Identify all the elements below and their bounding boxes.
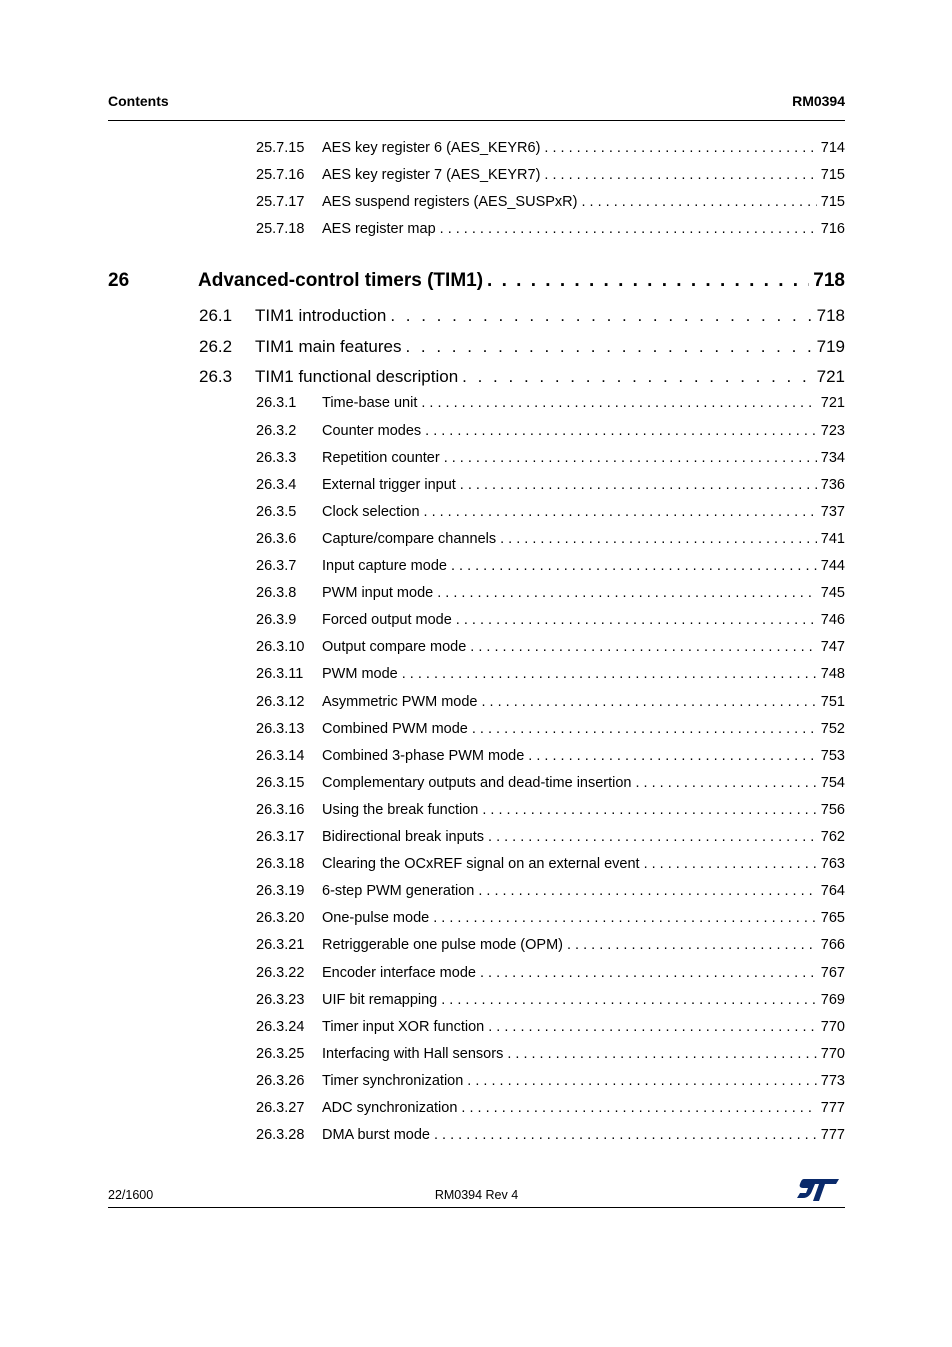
toc-dot-leader [441, 992, 817, 1008]
toc-entry-page: 715 [820, 194, 845, 210]
toc-entry-number: 26.3.8 [256, 585, 297, 601]
toc-entry-title: Repetition counter [322, 450, 440, 466]
toc-entry-page: 741 [820, 531, 845, 547]
toc-entry[interactable] [108, 337, 845, 361]
header-section-title: Contents [108, 93, 169, 109]
toc-entry-number: 26.3.23 [256, 992, 305, 1008]
toc-entry[interactable] [108, 194, 845, 216]
toc-entry-number: 26.3.11 [256, 666, 304, 682]
page-header [108, 93, 845, 121]
toc-dot-leader [544, 167, 816, 183]
toc-entry-number: 26.3.9 [256, 612, 297, 628]
toc-entry[interactable] [108, 721, 845, 743]
toc-dot-leader [425, 423, 817, 439]
toc-entry-number: 25.7.15 [256, 140, 305, 156]
toc-entry-number: 26.3.6 [256, 531, 297, 547]
footer-doc-revision: RM0394 Rev 4 [434, 1188, 519, 1202]
toc-dot-leader [467, 1073, 817, 1089]
toc-entry-page: 769 [820, 992, 845, 1008]
toc-dot-leader [390, 306, 812, 326]
toc-entry-page: 715 [820, 167, 845, 183]
toc-dot-leader [478, 883, 816, 899]
toc-entry-title: Encoder interface mode [322, 965, 476, 981]
toc-entry-page: 718 [813, 270, 845, 291]
toc-dot-leader [402, 666, 817, 682]
toc-entry-number: 26.3.1 [256, 395, 297, 411]
toc-entry-title: AES key register 6 (AES_KEYR6) [322, 140, 541, 156]
toc-dot-leader [544, 140, 816, 156]
toc-entry-page: 756 [820, 802, 845, 818]
toc-entry[interactable] [108, 306, 845, 330]
toc-entry[interactable] [108, 937, 845, 959]
toc-entry[interactable] [108, 748, 845, 770]
toc-entry[interactable] [108, 992, 845, 1014]
toc-entry-title: Clearing the OCxREF signal on an external event [322, 856, 640, 872]
toc-entry-number: 25.7.17 [256, 194, 305, 210]
toc-entry-number: 26.3.16 [256, 802, 305, 818]
toc-dot-leader [451, 558, 817, 574]
toc-dot-leader [487, 270, 809, 292]
toc-dot-leader [482, 802, 816, 818]
toc-entry-title: PWM mode [322, 666, 398, 682]
header-doc-id: RM0394 [792, 93, 845, 109]
toc-entry-title: AES key register 7 (AES_KEYR7) [322, 167, 541, 183]
toc-dot-leader [456, 612, 817, 628]
toc-entry-number: 26.3.17 [256, 829, 305, 845]
toc-entry-title: Forced output mode [322, 612, 452, 628]
toc-entry-title: External trigger input [322, 477, 456, 493]
toc-entry-page: 751 [820, 694, 845, 710]
toc-entry-page: 773 [820, 1073, 845, 1089]
toc-dot-leader [470, 639, 817, 655]
toc-entry-title: ADC synchronization [322, 1100, 458, 1116]
toc-entry[interactable] [108, 477, 845, 499]
toc-entry-number: 26.3.20 [256, 910, 305, 926]
toc-dot-leader [434, 1127, 817, 1143]
toc-entry-number: 26.3.13 [256, 721, 305, 737]
toc-entry-title: TIM1 functional description [255, 367, 459, 386]
toc-entry-number: 26.3.24 [256, 1019, 305, 1035]
toc-dot-leader [444, 450, 817, 466]
toc-entry-page: 734 [820, 450, 845, 466]
toc-dot-leader [581, 194, 816, 210]
toc-entry[interactable] [108, 1127, 845, 1149]
toc-entry-title: Counter modes [322, 423, 422, 439]
toc-entry-number: 26.1 [199, 306, 233, 325]
toc-dot-leader [405, 337, 812, 357]
toc-entry-title: Retriggerable one pulse mode (OPM) [322, 937, 563, 953]
toc-entry[interactable] [108, 221, 845, 243]
toc-entry-number: 26.2 [199, 337, 233, 356]
toc-dot-leader [644, 856, 817, 872]
toc-entry-title: Combined 3-phase PWM mode [322, 748, 525, 764]
toc-entry-number: 26.3.14 [256, 748, 305, 764]
toc-entry-number: 26.3.7 [256, 558, 297, 574]
toc-entry[interactable] [108, 585, 845, 607]
toc-entry-number: 26.3.26 [256, 1073, 305, 1089]
toc-entry-number: 26.3.15 [256, 775, 305, 791]
toc-dot-leader [636, 775, 817, 791]
toc-dot-leader [480, 965, 817, 981]
toc-dot-leader [488, 829, 817, 845]
toc-entry-title: TIM1 main features [255, 337, 402, 356]
toc-entry-page: 754 [820, 775, 845, 791]
toc-entry-page: 746 [820, 612, 845, 628]
toc-entry-page: 762 [820, 829, 845, 845]
toc-entry-number: 26.3.27 [256, 1100, 305, 1116]
toc-entry-title: Output compare mode [322, 639, 467, 655]
toc-entry-title: AES suspend registers (AES_SUSPxR) [322, 194, 578, 210]
toc-entry-title: Clock selection [322, 504, 420, 520]
toc-entry-number: 26.3.28 [256, 1127, 305, 1143]
toc-entry-title: Timer input XOR function [322, 1019, 485, 1035]
toc-entry[interactable] [108, 167, 845, 189]
toc-dot-leader [421, 395, 816, 411]
toc-entry-number: 26.3.18 [256, 856, 305, 872]
toc-entry-page: 753 [820, 748, 845, 764]
toc-entry[interactable] [108, 883, 845, 905]
toc-entry-number: 26.3.2 [256, 423, 297, 439]
toc-entry-page: 766 [820, 937, 845, 953]
toc-entry-title: Asymmetric PWM mode [322, 694, 478, 710]
toc-entry[interactable] [108, 639, 845, 661]
toc-entry[interactable] [108, 694, 845, 716]
toc-entry-title: AES register map [322, 221, 436, 237]
toc-entry[interactable] [108, 423, 845, 445]
toc-entry[interactable] [108, 965, 845, 987]
toc-entry-number: 26.3.25 [256, 1046, 305, 1062]
toc-entry-title: Bidirectional break inputs [322, 829, 485, 845]
toc-entry-page: 716 [820, 221, 845, 237]
toc-entry-page: 770 [820, 1019, 845, 1035]
toc-entry-number: 25.7.18 [256, 221, 305, 237]
toc-entry-page: 737 [820, 504, 845, 520]
toc-entry-number: 26.3.21 [256, 937, 305, 953]
toc-entry[interactable] [108, 1019, 845, 1041]
toc-entry-number: 26.3.3 [256, 450, 297, 466]
toc-entry-title: Time-base unit [322, 395, 418, 411]
toc-entry-title: Interfacing with Hall sensors [322, 1046, 504, 1062]
toc-entry-title: Capture/compare channels [322, 531, 497, 547]
toc-entry-page: 752 [820, 721, 845, 737]
toc-entry[interactable] [108, 612, 845, 634]
toc-entry-number: 26 [108, 270, 130, 291]
toc-entry[interactable] [108, 450, 845, 472]
toc-dot-leader [488, 1019, 817, 1035]
toc-entry-page: 718 [816, 306, 845, 325]
toc-entry-title: 6-step PWM generation [322, 883, 475, 899]
toc-entry[interactable] [108, 829, 845, 851]
toc-entry-page: 723 [820, 423, 845, 439]
toc-dot-leader [440, 221, 817, 237]
toc-entry-page: 763 [820, 856, 845, 872]
toc-entry[interactable] [108, 1073, 845, 1095]
toc-dot-leader [433, 910, 817, 926]
toc-entry-title: TIM1 introduction [255, 306, 387, 325]
toc-dot-leader [424, 504, 817, 520]
toc-entry[interactable] [108, 367, 845, 391]
toc-entry-title: Timer synchronization [322, 1073, 464, 1089]
toc-dot-leader [460, 477, 817, 493]
toc-entry[interactable] [108, 395, 845, 417]
toc-entry-title: Complementary outputs and dead-time insertion [322, 775, 632, 791]
footer-page-number: 22/1600 [108, 1188, 154, 1202]
toc-entry-title: PWM input mode [322, 585, 434, 601]
toc-entry[interactable] [108, 775, 845, 797]
toc-entry[interactable] [108, 802, 845, 824]
toc-entry-page: 721 [820, 395, 845, 411]
toc-entry-page: 714 [820, 140, 845, 156]
toc-dot-leader [437, 585, 817, 601]
toc-entry-page: 721 [816, 367, 845, 386]
toc-entry[interactable] [108, 558, 845, 580]
toc-entry-page: 767 [820, 965, 845, 981]
toc-entry-title: UIF bit remapping [322, 992, 438, 1008]
toc-entry-page: 777 [820, 1127, 845, 1143]
toc-dot-leader [482, 694, 817, 710]
toc-entry[interactable] [108, 270, 845, 296]
st-logo-icon [795, 1177, 841, 1203]
toc-entry[interactable] [108, 910, 845, 932]
toc-entry[interactable] [108, 666, 845, 688]
toc-entry-title: Combined PWM mode [322, 721, 468, 737]
toc-entry[interactable] [108, 504, 845, 526]
toc-entry[interactable] [108, 1046, 845, 1068]
toc-entry-page: 719 [816, 337, 845, 356]
toc-entry[interactable] [108, 531, 845, 553]
toc-dot-leader [507, 1046, 816, 1062]
toc-dot-leader [500, 531, 817, 547]
toc-entry-page: 770 [820, 1046, 845, 1062]
toc-entry[interactable] [108, 1100, 845, 1122]
toc-dot-leader [567, 937, 817, 953]
toc-entry-page: 765 [820, 910, 845, 926]
toc-entry-page: 747 [820, 639, 845, 655]
toc-entry-number: 26.3 [199, 367, 233, 386]
toc-entry-number: 25.7.16 [256, 167, 305, 183]
toc-entry-page: 745 [820, 585, 845, 601]
toc-entry-title: One-pulse mode [322, 910, 430, 926]
page-footer [108, 1181, 845, 1208]
toc-entry-page: 748 [820, 666, 845, 682]
toc-entry-page: 764 [820, 883, 845, 899]
toc-entry-number: 26.3.4 [256, 477, 297, 493]
toc-dot-leader [462, 367, 812, 387]
toc-dot-leader [461, 1100, 816, 1116]
toc-entry-title: Using the break function [322, 802, 479, 818]
toc-entry[interactable] [108, 140, 845, 162]
toc-entry-title: Input capture mode [322, 558, 447, 574]
toc-entry-page: 744 [820, 558, 845, 574]
toc-entry-number: 26.3.12 [256, 694, 305, 710]
toc-entry[interactable] [108, 856, 845, 878]
toc-entry-number: 26.3.19 [256, 883, 305, 899]
toc-entry-title: Advanced-control timers (TIM1) [198, 270, 484, 291]
toc-entry-page: 736 [820, 477, 845, 493]
toc-entry-number: 26.3.5 [256, 504, 297, 520]
toc-dot-leader [472, 721, 817, 737]
toc-entry-number: 26.3.22 [256, 965, 305, 981]
toc-entry-page: 777 [820, 1100, 845, 1116]
toc-dot-leader [528, 748, 817, 764]
toc-entry-number: 26.3.10 [256, 639, 305, 655]
toc-entry-title: DMA burst mode [322, 1127, 430, 1143]
